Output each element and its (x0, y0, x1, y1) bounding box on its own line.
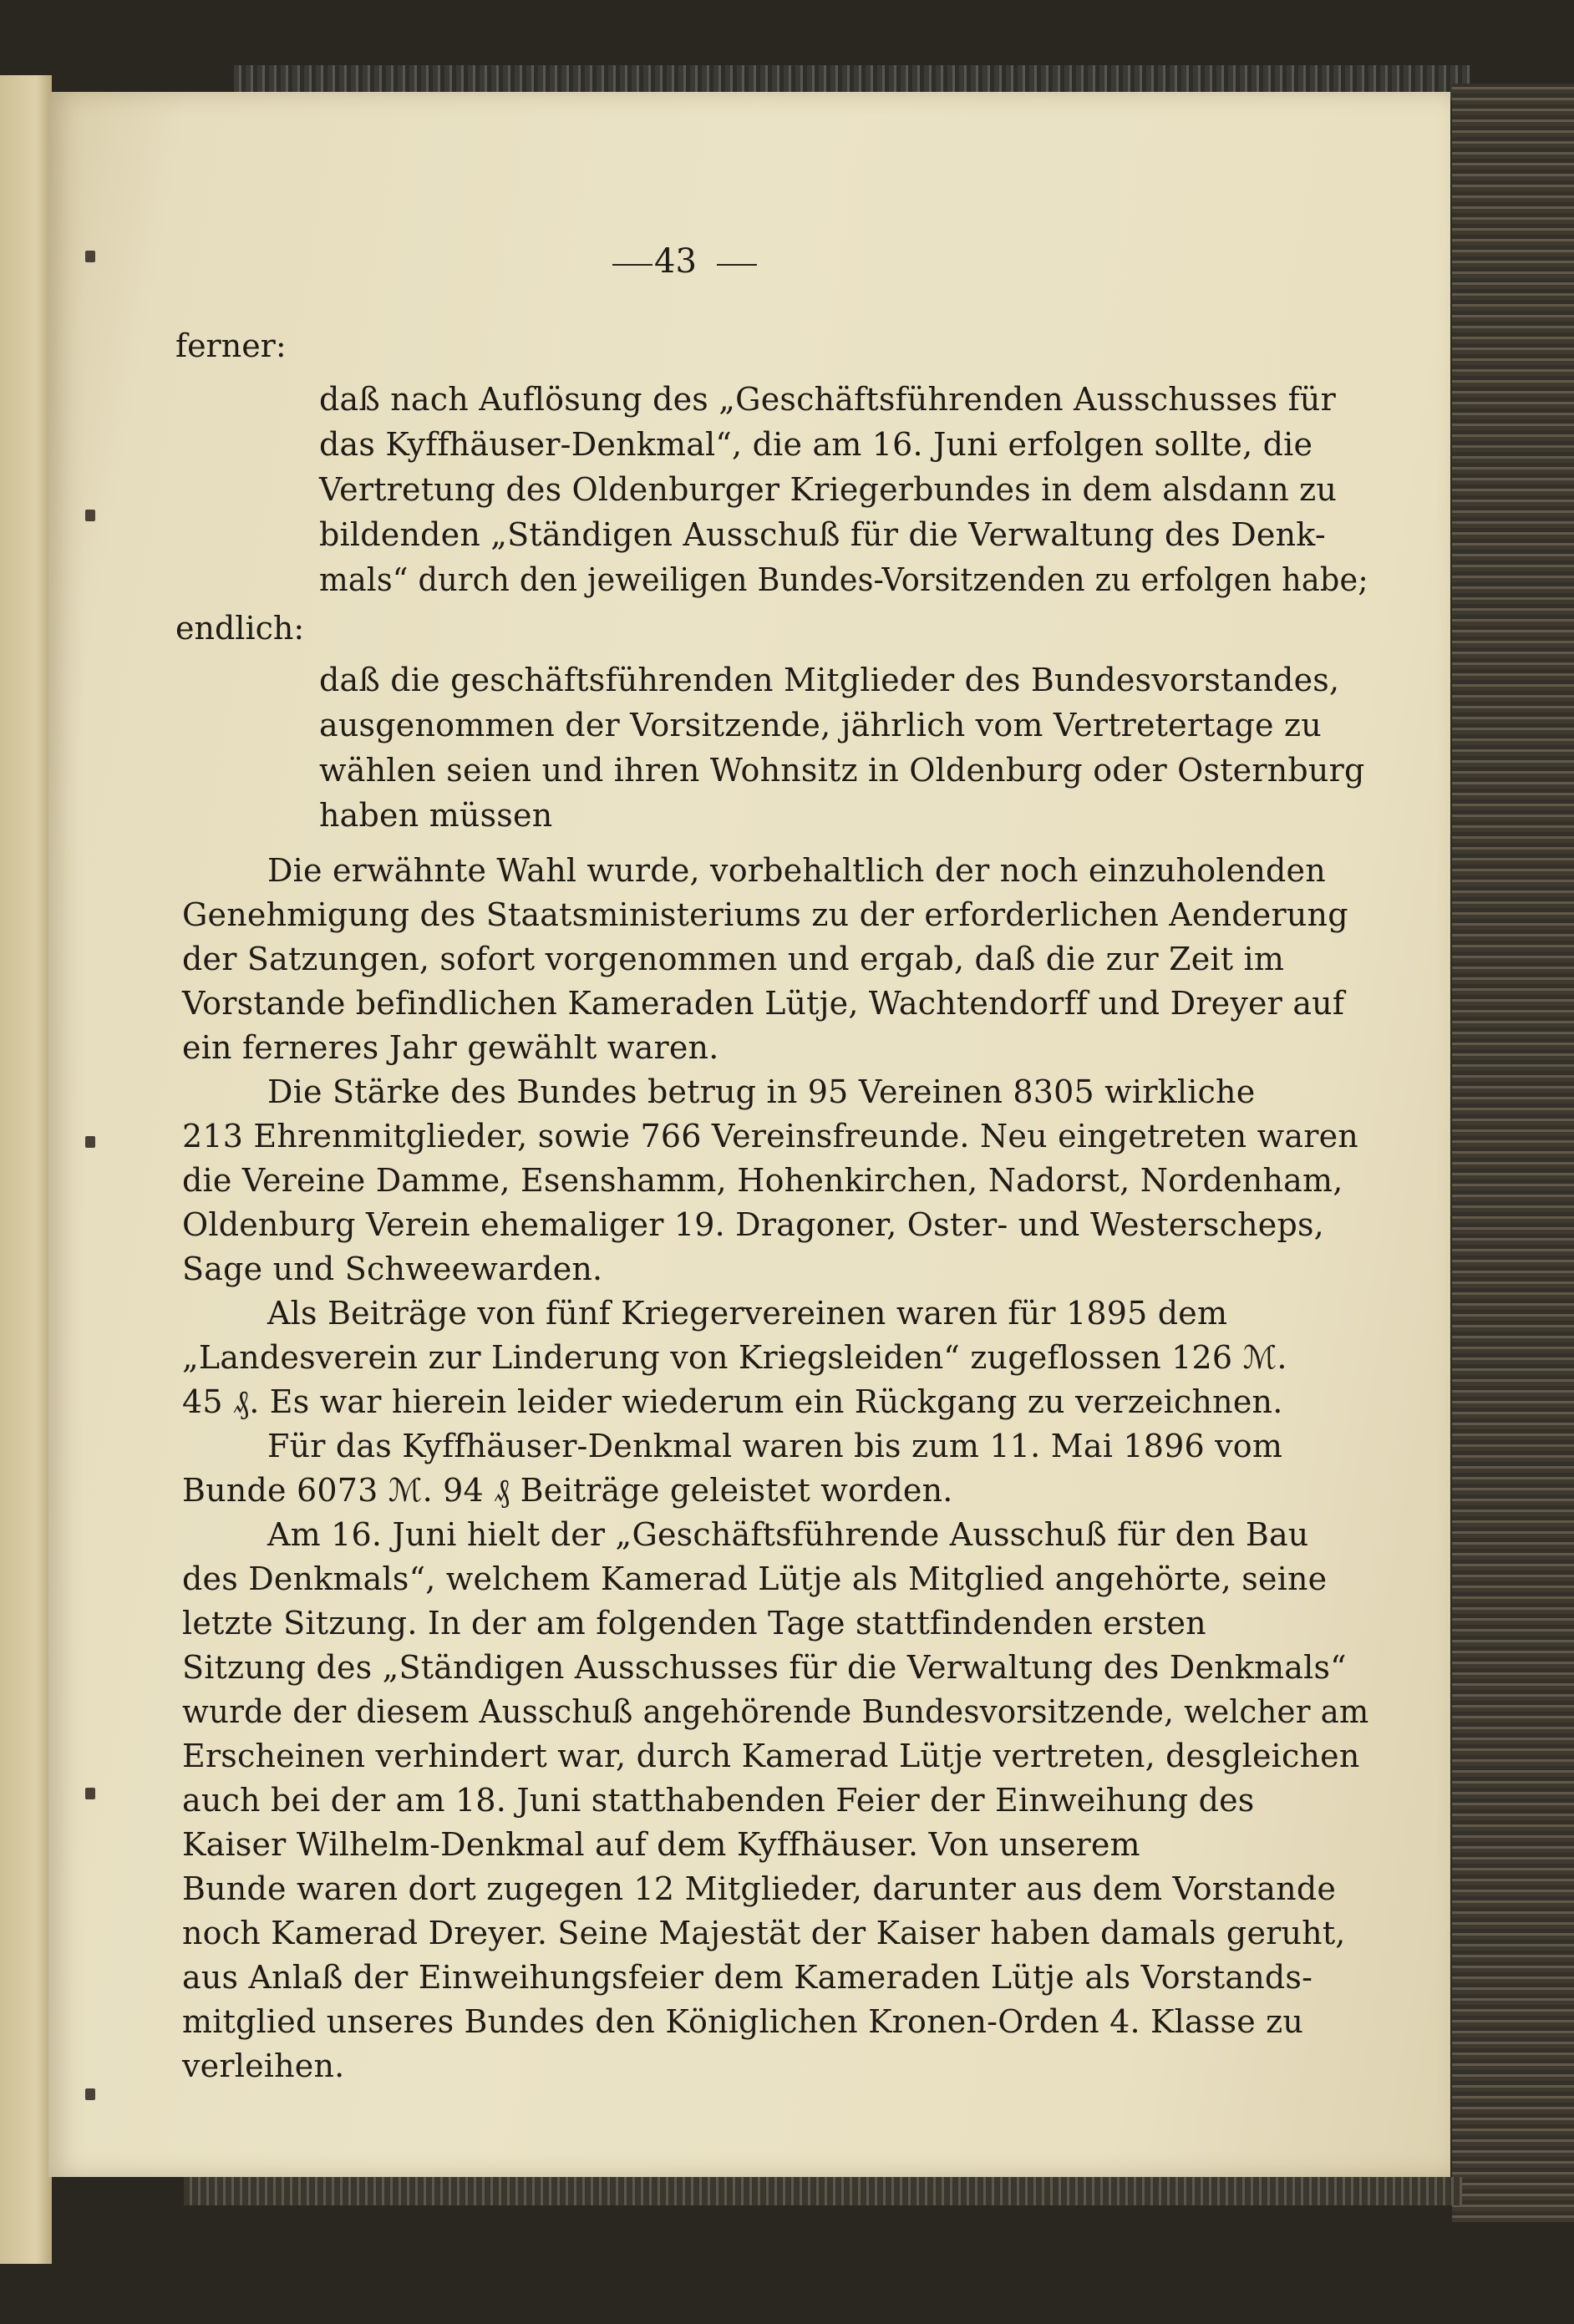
text-line: mitglied unseres Bundes den Königlichen Kronen-Orden 4. Klasse zu (182, 2003, 1304, 2040)
text-line: Die Stärke des Bundes betrug in 95 Vereinen 8305 wirkliche (267, 1073, 1256, 1110)
text-line: letzte Sitzung. In der am folgenden Tage stattfindenden ersten (182, 1605, 1206, 1642)
text-line: die Vereine Damme, Esenshamm, Hohenkirchen, Nadorst, Nordenham, (182, 1162, 1343, 1199)
book-right-edge (1452, 84, 1574, 2222)
binding-mark (85, 1136, 95, 1148)
text-line: ausgenommen der Vorsitzende, jährlich vom Vertretertage zu (319, 707, 1322, 743)
text-line: Als Beiträge von fünf Kriegervereinen waren für 1895 dem (267, 1295, 1228, 1332)
book-page (48, 92, 1450, 2177)
text-line: „Landesverein zur Linderung von Kriegsleiden“ zugeflossen 126 ℳ. (182, 1339, 1287, 1376)
text-line: Vorstande befindlichen Kameraden Lütje, Wachtendorff und Dreyer auf (182, 985, 1345, 1022)
text-line: 213 Ehrenmitglieder, sowie 766 Vereinsfreunde. Neu eingetreten waren (182, 1118, 1358, 1154)
text-line: verleihen. (182, 2047, 345, 2084)
text-line: der Satzungen, sofort vorgenommen und ergab, daß die zur Zeit im (182, 941, 1285, 977)
binding-mark (85, 2088, 95, 2100)
text-line: wählen seien und ihren Wohnsitz in Oldenburg oder Osternburg (319, 752, 1365, 789)
page-number: 43 (654, 242, 697, 281)
text-line: des Denkmals“, welchem Kamerad Lütje als Mitglied angehörte, seine (182, 1560, 1328, 1597)
text-line: Sage und Schweewarden. (182, 1251, 603, 1287)
text-line: noch Kamerad Dreyer. Seine Majestät der Kaiser haben damals geruht, (182, 1915, 1346, 1951)
margin-label-endlich: endlich: (175, 610, 305, 647)
text-line: wurde der diesem Ausschuß angehörende Bundesvorsitzende, welcher am (182, 1693, 1369, 1730)
text-line: Am 16. Juni hielt der „Geschäftsführende Ausschuß für den Bau (267, 1516, 1309, 1553)
binding-mark (85, 510, 95, 521)
text-line: Kaiser Wilhelm-Denkmal auf dem Kyffhäuser. Von unserem (182, 1826, 1140, 1863)
text-line: Vertretung des Oldenburger Kriegerbundes in dem alsdann zu (319, 471, 1338, 508)
header-rule-right (717, 264, 757, 266)
text-line: Oldenburg Verein ehemaliger 19. Dragoner, Oster- und Westerscheps, (182, 1206, 1324, 1243)
text-line: mals“ durch den jeweiligen Bundes-Vorsitzenden zu erfolgen habe; (319, 561, 1368, 598)
text-line: Für das Kyffhäuser-Denkmal waren bis zum 11. Mai 1896 vom (267, 1428, 1283, 1464)
text-line: ein ferneres Jahr gewählt waren. (182, 1029, 719, 1066)
text-line: auch bei der am 18. Juni statthabenden Feier der Einweihung des (182, 1782, 1255, 1819)
text-line: Bunde 6073 ℳ. 94 ₰ Beiträge geleistet worden. (182, 1472, 953, 1509)
header-rule-left (612, 264, 652, 266)
text-line: Genehmigung des Staatsministeriums zu der erforderlichen Aenderung (182, 896, 1348, 933)
text-line: 45 ₰. Es war hierein leider wiederum ein Rückgang zu verzeichnen. (182, 1383, 1283, 1420)
text-line: haben müssen (319, 797, 553, 834)
text-line: daß nach Auflösung des „Geschäftsführenden Ausschusses für (319, 381, 1336, 418)
text-line: Bunde waren dort zugegen 12 Mitglieder, darunter aus dem Vorstande (182, 1870, 1337, 1907)
margin-label-ferner: ferner: (175, 327, 287, 364)
text-line: daß die geschäftsführenden Mitglieder des Bundesvorstandes, (319, 662, 1340, 698)
page-header (48, 242, 1450, 292)
text-line: Erscheinen verhindert war, durch Kamerad Lütje vertreten, desgleichen (182, 1738, 1360, 1774)
text-line: Die erwähnte Wahl wurde, vorbehaltlich der noch einzuholenden (267, 852, 1326, 889)
text-line: Sitzung des „Ständigen Ausschusses für die Verwaltung des Denkmals“ (182, 1649, 1347, 1686)
binding-mark (85, 1788, 95, 1799)
book-bottom-edge (184, 2177, 1462, 2205)
text-line: aus Anlaß der Einweihungsfeier dem Kameraden Lütje als Vorstands- (182, 1959, 1313, 1996)
text-line: bildenden „Ständigen Ausschuß für die Verwaltung des Denk- (319, 516, 1326, 553)
left-page-edge (0, 75, 52, 2264)
text-line: das Kyffhäuser-Denkmal“, die am 16. Juni erfolgen sollte, die (319, 426, 1313, 463)
